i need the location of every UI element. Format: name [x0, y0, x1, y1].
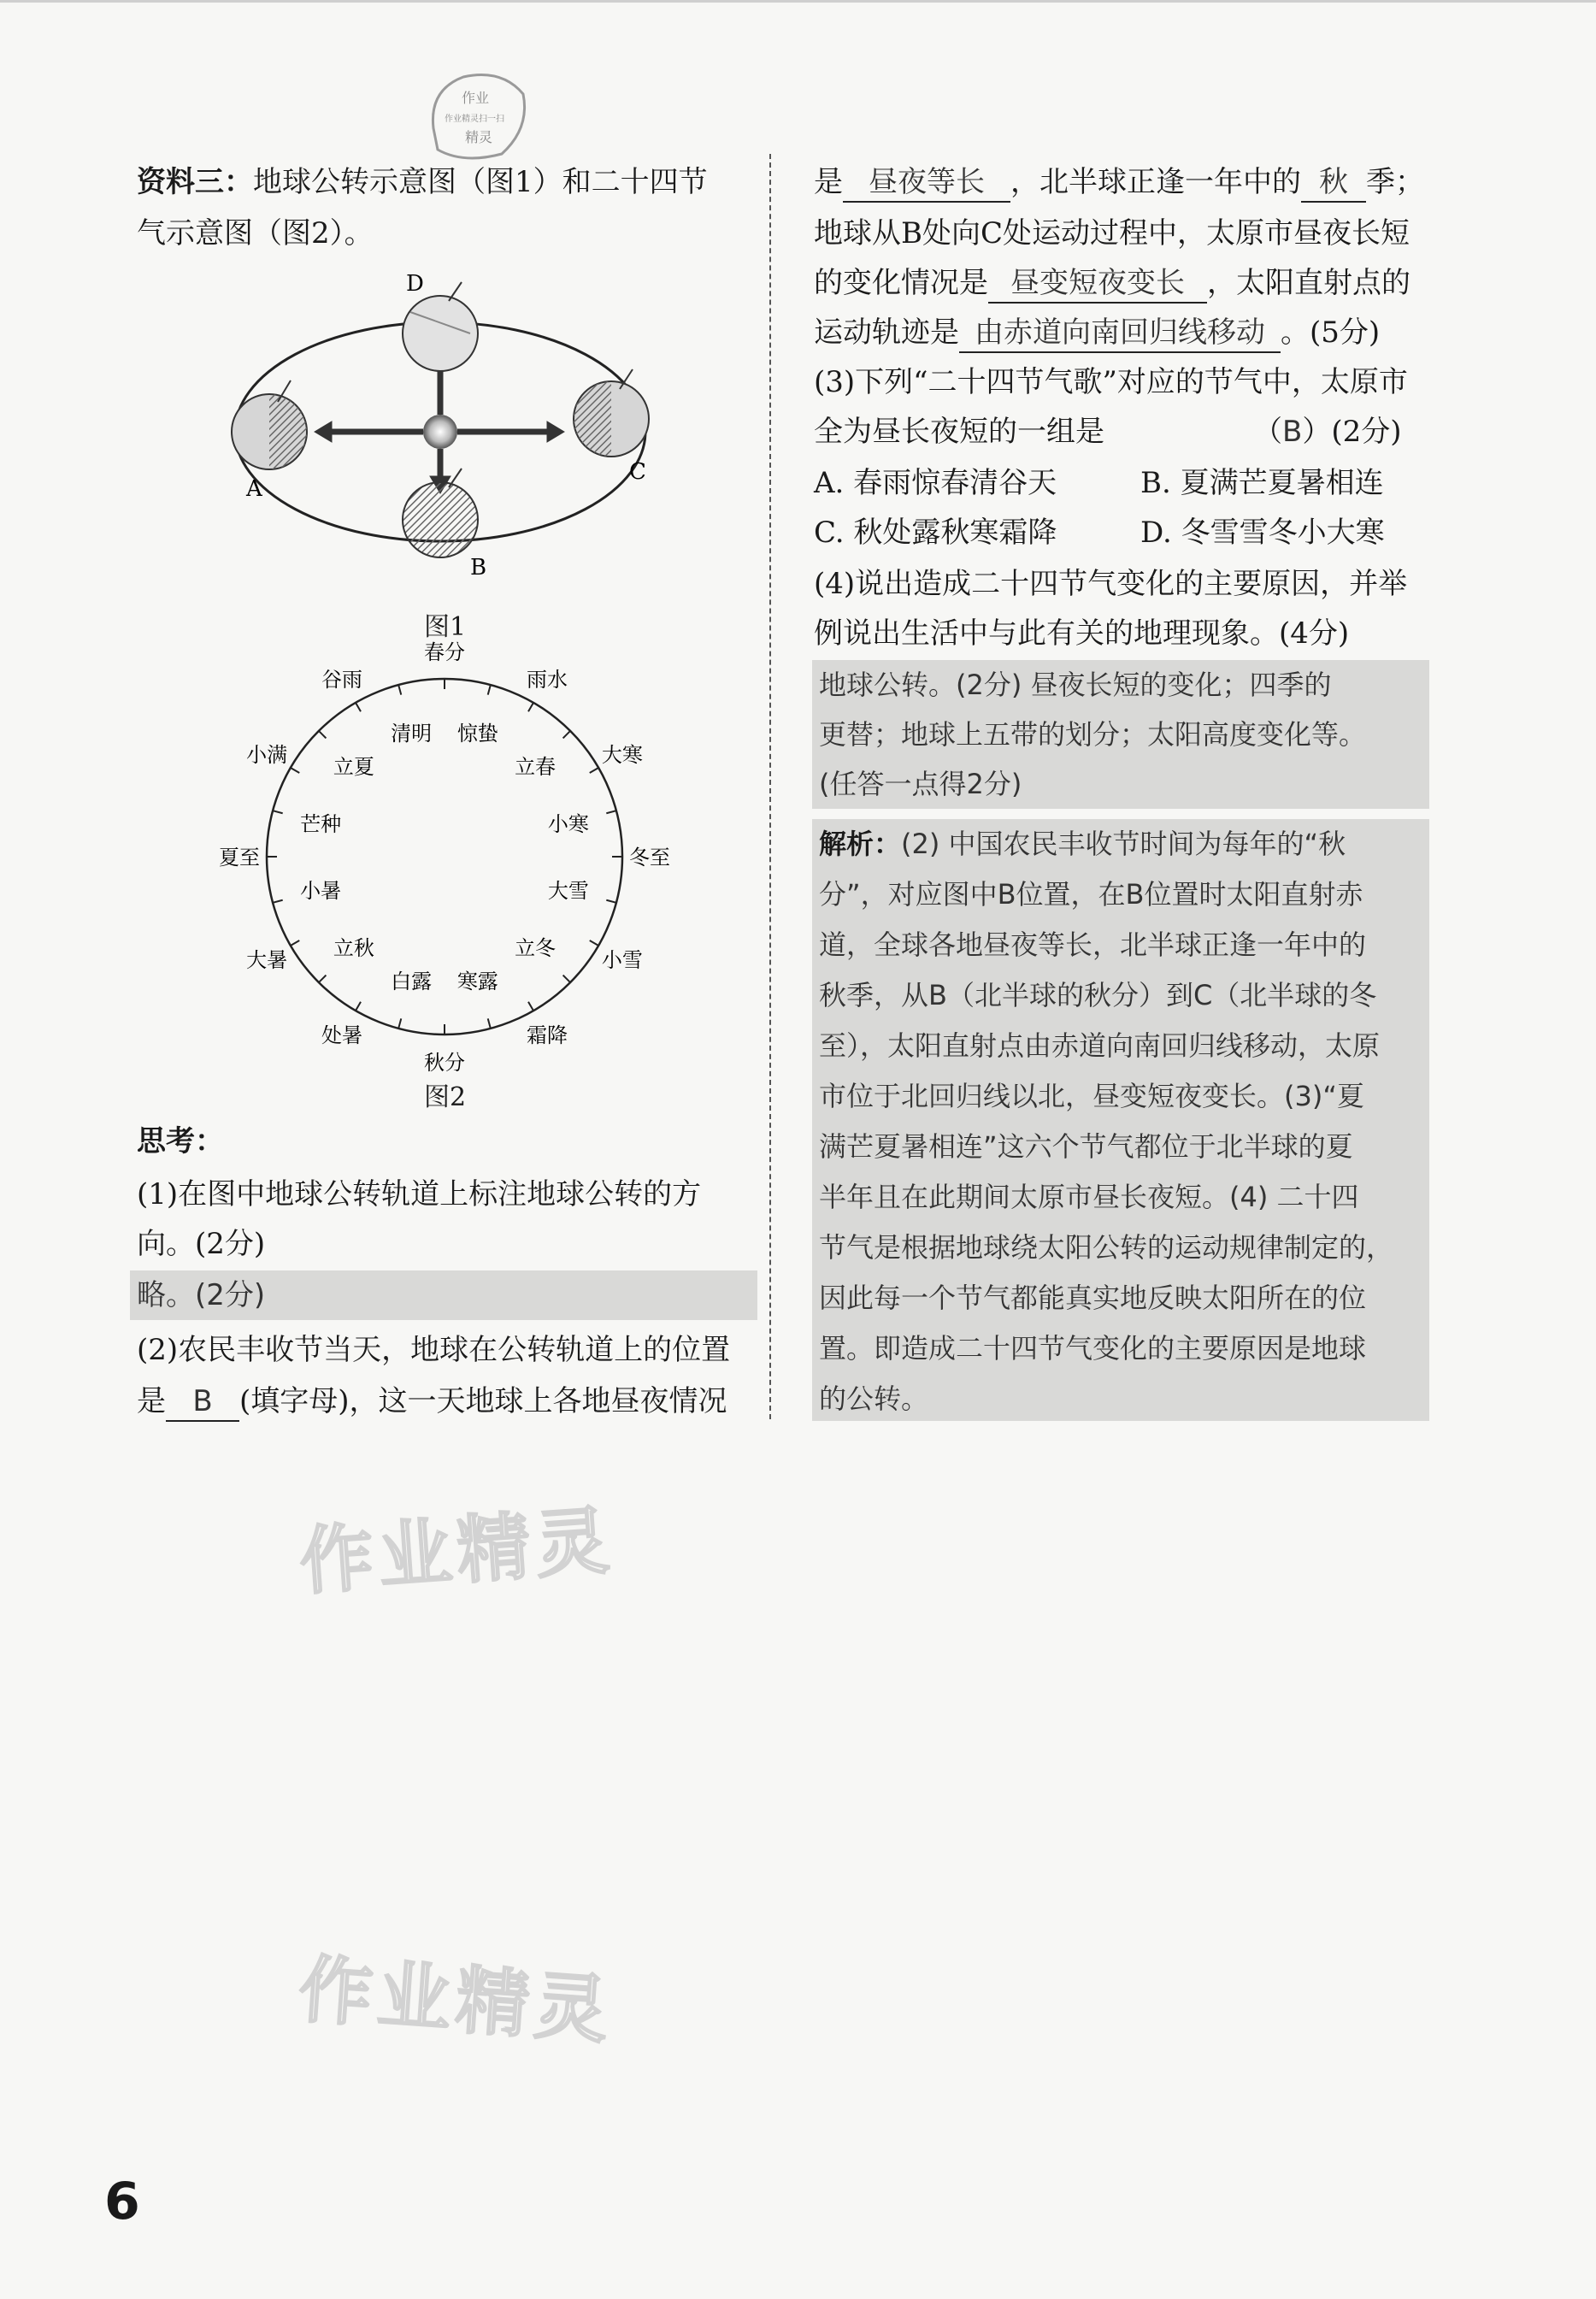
solar-term-tick	[356, 1002, 361, 1011]
r3-blank: 昼变短夜变长	[988, 264, 1207, 304]
solar-term-tick	[528, 1002, 533, 1011]
option-b: B. 夏满芒夏暑相连	[1140, 466, 1384, 500]
solar-term-label: 雨水	[527, 668, 568, 693]
solar-term-tick	[273, 811, 283, 813]
figure-1	[214, 271, 675, 590]
solar-term-label: 立冬	[515, 936, 557, 961]
material-label: 资料三：	[137, 165, 253, 199]
q4-line1: (4)说出造成二十四节气变化的主要原因，并举	[814, 567, 1408, 601]
solar-term-tick	[563, 976, 570, 982]
explanation-line9: 节气是根据地球绕太阳公转的运动规律制定的，	[819, 1231, 1394, 1264]
explanation-block	[812, 819, 1429, 1421]
solar-term-tick	[590, 768, 598, 773]
label-c: C	[629, 459, 646, 485]
q3-answer-group	[1253, 407, 1402, 457]
column-divider	[769, 154, 771, 1419]
q3-answer: B	[1282, 415, 1303, 449]
watermark-1: 作业精灵	[297, 1498, 617, 1606]
r4-pre: 运动轨迹是	[814, 315, 959, 350]
q4-answer-line2: 更替；地球上五带的划分；太阳高度变化等。	[819, 718, 1367, 751]
explanation-line2: 分”，对应图中B位置，在B位置时太阳直射赤	[819, 878, 1363, 911]
r1-blank2: 秋	[1301, 163, 1366, 203]
r3-post: ，太阳直射点的	[1207, 266, 1410, 300]
solar-term-label: 夏至	[219, 846, 260, 869]
solar-term-label: 小雪	[601, 948, 643, 972]
earth-orbit-diagram	[214, 271, 675, 590]
option-d: D. 冬雪雪冬小大寒	[1140, 516, 1385, 550]
r4-post: 。(5分)	[1281, 315, 1381, 350]
r1-pre: 是	[814, 165, 843, 199]
r-line3	[814, 258, 1410, 308]
solar-term-tick	[488, 1018, 491, 1029]
solar-term-tick	[398, 1018, 401, 1029]
q2-post: (填字母)，这一天地球上各地昼夜情况	[239, 1384, 727, 1418]
solar-term-tick	[291, 768, 299, 773]
solar-term-label: 大暑	[246, 948, 288, 972]
watermark-2: 作业精灵	[296, 1947, 616, 2054]
svg-text:作业: 作业	[462, 90, 490, 106]
solar-term-tick	[488, 685, 491, 695]
q2-line2	[137, 1376, 727, 1426]
think-label: 思考：	[137, 1124, 224, 1158]
solar-term-label: 芒种	[300, 812, 342, 837]
solar-term-tick	[528, 703, 533, 711]
explanation-line3: 道，全球各地昼夜等长，北半球正逢一年中的	[819, 928, 1367, 961]
r1-blank1: 昼夜等长	[843, 163, 1010, 203]
figure-2	[205, 640, 684, 1075]
earth-a-icon	[232, 380, 307, 469]
label-d: D	[406, 271, 424, 297]
solar-term-tick	[356, 703, 361, 711]
solar-term-label: 冬至	[629, 846, 670, 869]
solar-term-label: 春分	[424, 640, 465, 664]
solar-term-label: 立夏	[333, 754, 374, 779]
explanation-line6: 市位于北回归线以北，昼变短夜变长。(3)“夏	[819, 1080, 1364, 1112]
solar-term-label: 大雪	[547, 878, 589, 903]
r1-mid: ，北半球正逢一年中的	[1010, 165, 1301, 199]
explanation-line4: 秋季，从B（北半球的秋分）到C（北半球的冬	[819, 979, 1377, 1011]
solar-term-tick	[563, 731, 570, 738]
material-title	[137, 157, 708, 207]
solar-terms-diagram	[205, 640, 684, 1075]
r1-post: 季；	[1366, 165, 1424, 199]
stamp-logo	[421, 68, 532, 164]
q3-close: ）(2分)	[1302, 415, 1402, 449]
top-rule	[0, 0, 1596, 3]
solar-term-label: 谷雨	[321, 668, 362, 693]
svg-text:作业精灵扫一扫: 作业精灵扫一扫	[445, 115, 504, 124]
explanation-line12: 的公转。	[819, 1382, 929, 1415]
r3-pre: 的变化情况是	[814, 266, 988, 300]
sun-icon	[423, 415, 457, 449]
label-b: B	[470, 555, 487, 581]
solar-term-tick	[606, 811, 616, 813]
solar-term-label: 大寒	[601, 743, 643, 767]
solar-term-tick	[590, 940, 598, 946]
label-a: A	[246, 476, 262, 502]
explanation-text1: (2) 中国农民丰收节时间为每年的“秋	[901, 828, 1346, 860]
q3-line2	[814, 407, 1429, 457]
q2-answer-blank: B	[166, 1382, 239, 1422]
solar-term-label: 立秋	[333, 936, 374, 961]
earth-b-icon	[403, 469, 478, 557]
q1-line1: (1)在图中地球公转轨道上标注地球公转的方	[137, 1177, 702, 1211]
q2-line1: (2)农民丰收节当天，地球在公转轨道上的位置	[137, 1333, 731, 1367]
q2-pre: 是	[137, 1384, 166, 1418]
solar-term-label: 惊蛰	[456, 722, 498, 746]
solar-term-label: 立春	[515, 754, 557, 779]
stamp-logo-graphic	[421, 68, 532, 164]
solar-term-tick	[273, 900, 283, 903]
explanation-line11: 置。即造成二十四节气变化的主要原因是地球	[819, 1332, 1367, 1365]
explanation-line5: 至），太阳直射点由赤道向南回归线移动，太原	[819, 1029, 1381, 1062]
material-line1: 地球公转示意图（图1）和二十四节	[253, 165, 708, 199]
solar-term-label: 小寒	[547, 812, 589, 837]
solar-term-tick	[319, 731, 326, 738]
q4-answer-line3: (任答一点得2分)	[819, 768, 1022, 800]
solar-term-tick	[291, 940, 299, 946]
page-number: 6	[104, 2172, 140, 2231]
q1-line2: 向。(2分)	[137, 1227, 266, 1261]
solar-term-label: 小满	[246, 743, 288, 767]
r-line2: 地球从B处向C处运动过程中，太原市昼夜长短	[814, 216, 1410, 251]
figure-1-caption: 图1	[424, 612, 467, 642]
solar-term-label: 处暑	[321, 1023, 362, 1047]
earth-c-icon	[574, 369, 649, 457]
solar-term-label: 清明	[391, 722, 433, 746]
solar-term-tick	[319, 976, 326, 982]
r4-blank: 由赤道向南回归线移动	[959, 314, 1281, 353]
explanation-line10: 因此每一个节气都能真实地反映太阳所在的位	[819, 1282, 1367, 1314]
q4-answer-line1: 地球公转。(2分) 昼夜长短的变化；四季的	[819, 669, 1332, 701]
r-line1	[814, 157, 1424, 207]
solar-term-tick	[398, 685, 401, 695]
solar-term-label: 寒露	[456, 969, 498, 993]
solar-term-label: 秋分	[424, 1051, 465, 1075]
r-line4	[814, 308, 1380, 357]
solar-term-label: 白露	[391, 969, 433, 993]
q3-text: 全为昼长夜短的一组是	[814, 415, 1104, 449]
q4-answer-block	[812, 660, 1429, 809]
q3-line1: (3)下列“二十四节气歌”对应的节气中，太原市	[814, 365, 1408, 399]
figure-2-caption: 图2	[424, 1082, 467, 1112]
explanation-line8: 半年且在此期间太原市昼长夜短。(4) 二十四	[819, 1181, 1359, 1213]
explanation-line7: 满芒夏暑相连”这六个节气都位于北半球的夏	[819, 1130, 1353, 1163]
explanation-line1	[819, 819, 1346, 869]
q1-answer: 略。(2分)	[130, 1270, 757, 1320]
q3-open: （	[1253, 415, 1282, 449]
svg-text:精灵: 精灵	[465, 129, 493, 145]
solar-term-tick	[606, 900, 616, 903]
solar-term-label: 小暑	[300, 878, 342, 903]
option-a: A. 春雨惊春清谷天	[814, 466, 1057, 500]
solar-term-label: 霜降	[527, 1023, 568, 1047]
option-c: C. 秋处露秋寒霜降	[814, 516, 1057, 550]
material-line2: 气示意图（图2）。	[137, 216, 374, 251]
explanation-label: 解析：	[819, 828, 902, 860]
q4-line2: 例说出生活中与此有关的地理现象。(4分)	[814, 616, 1350, 651]
